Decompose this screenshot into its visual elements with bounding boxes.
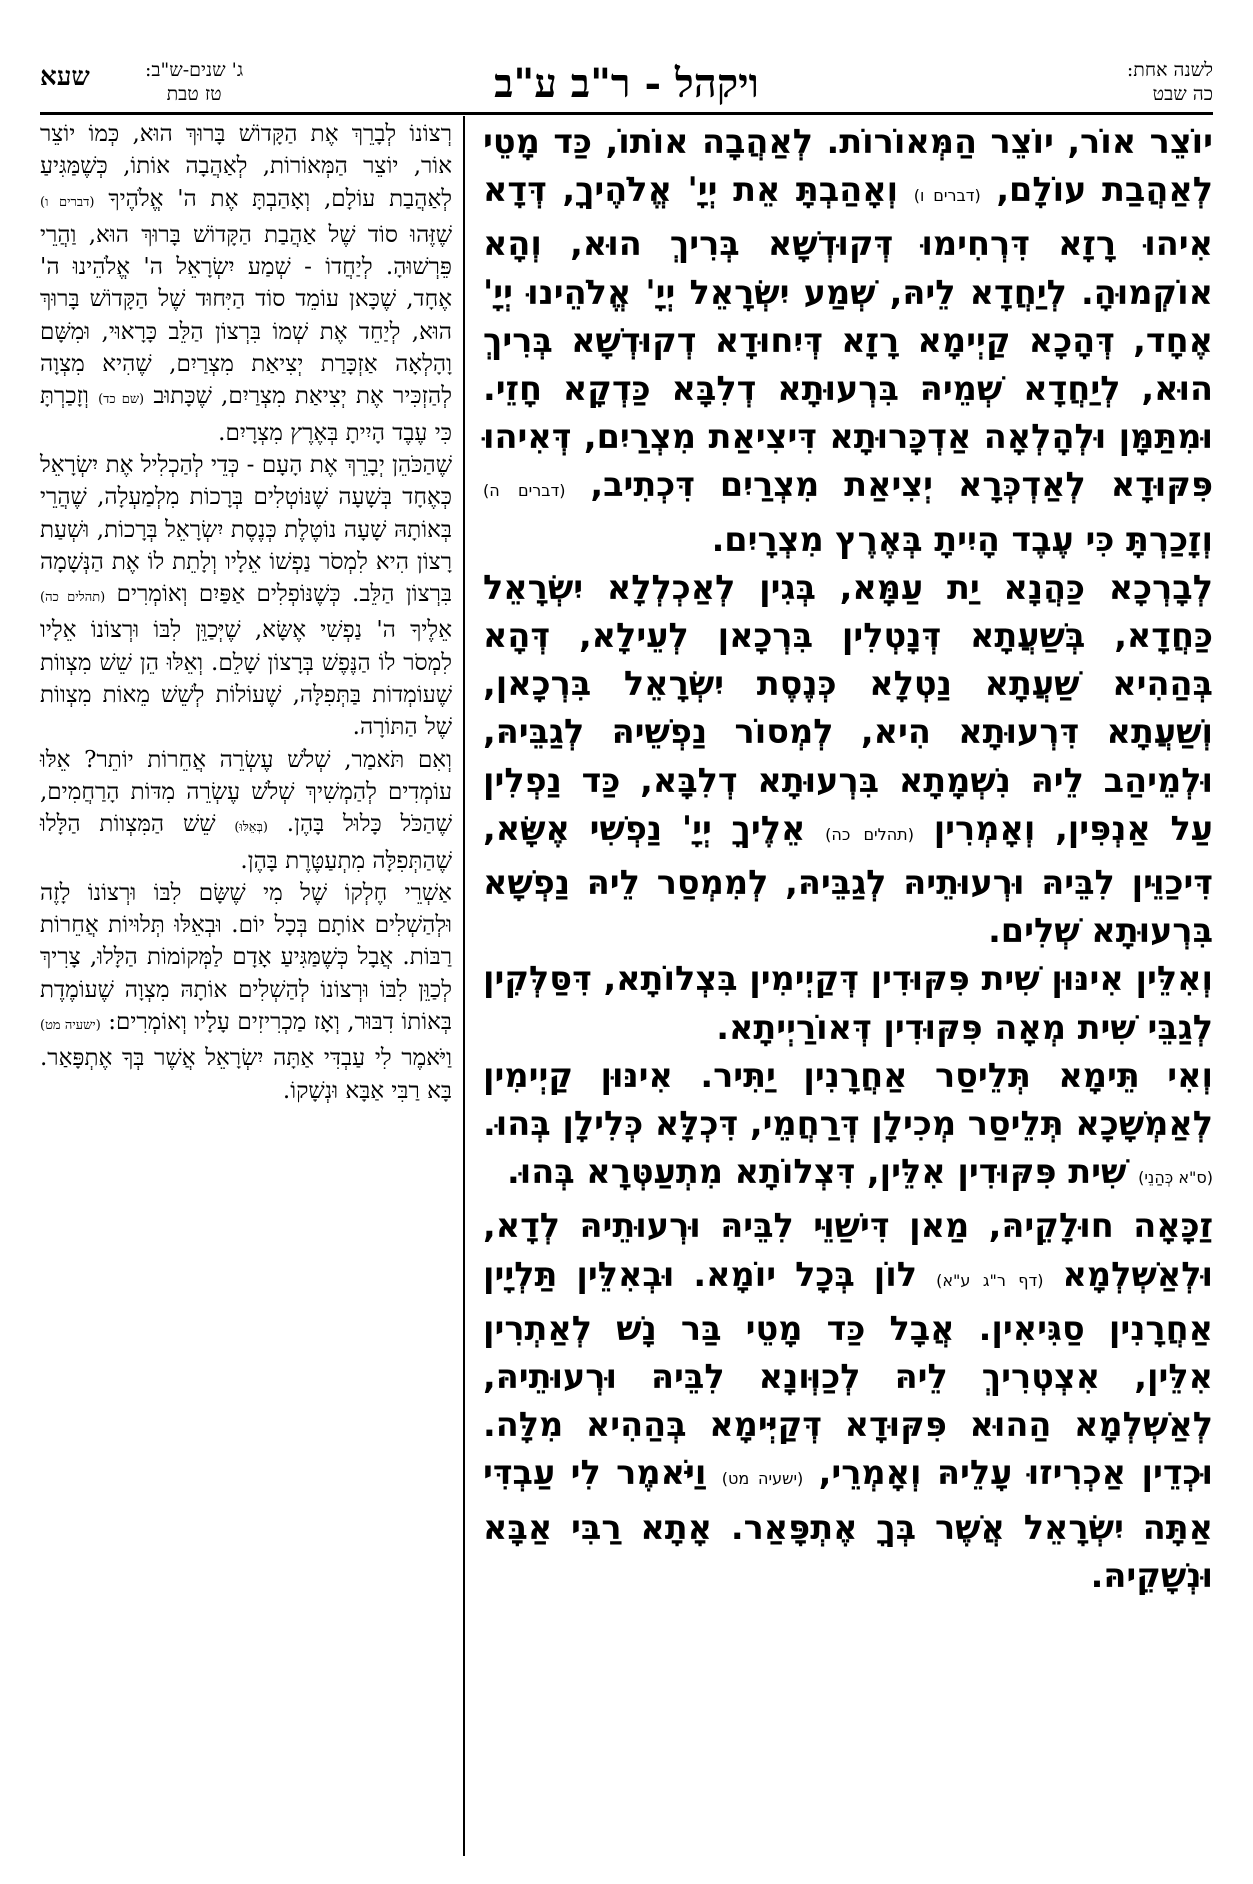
commentary-paragraph <box>40 449 452 744</box>
source-reference: (דברים ה) <box>483 481 566 501</box>
main-paragraph <box>483 118 1213 564</box>
header-three-year-label: ג' שנים-ש"ב: <box>145 59 244 81</box>
column-divider <box>463 116 465 1856</box>
main-text: וְאִלֵּין אִינּוּן שִׁית פִּקּוּדִין דְּקַיְימִין בִּצְלוֹתָא, דִּסַּלְּקִין לְגַבֵּי שִׁית מְאָה פִּקּוּדִין דְּאוֹרַיְיתָא. <box>483 959 1213 1047</box>
main-paragraph <box>483 1052 1213 1203</box>
header-one-year-date: כה שבט <box>1152 83 1213 105</box>
commentary-text: אַשְׁרֵי חֶלְקוֹ שֶׁל מִי שֶׁשָּׂם לִבּוֹ וּרְצוֹנוֹ לָזֶה וּלְהַשְׁלִים אוֹתָם בְּכָל יוֹם. וּבְאֵלּוּ תְּלוּיוֹת אֲחֵרוֹת רַבּוֹת. אֲבָל כְּשֶׁמַּגִּיעַ אָדָם לַמְּקוֹמוֹת הַלָּלוּ, צָרִיךְ לְכַוֵּן לִבּוֹ וּרְצוֹנוֹ לְהַשְׁלִים אוֹתָהּ מִצְוָה שֶׁעוֹמֶדֶת בְּאוֹתוֹ דִבּוּר, וְאָז מַכְרִיזִים עָלָיו וְאוֹמְרִים: <box>40 879 453 1036</box>
main-text: אֵלֶיךָ יְיָ' נַפְשִׁי אֶשָּׂא, דִּיכַוֵּין לִבֵּיהּ וּרְעוּתֵיהּ לְגַבֵּיהּ, לְמִמְסַר לֵיהּ נַפְשָׁא בִּרְעוּתָא שְׁלִים. <box>483 808 1213 951</box>
commentary-column <box>40 118 452 1107</box>
commentary-text: וַיֹּאמֶר לִי עַבְדִּי אַתָּה יִשְׂרָאֵל אֲשֶׁר בְּךָ אֶתְפָּאַר. בָּא רַבִּי אַבָּא וּנְשָׁקוֹ. <box>40 1045 452 1104</box>
main-text-column <box>483 118 1213 1600</box>
source-reference: (דברים ו) <box>40 194 95 210</box>
commentary-paragraph <box>40 744 452 877</box>
header-three-year-date: טז טבת <box>166 83 222 105</box>
source-reference: (בְּאֵלּוּ) <box>234 820 268 836</box>
main-text: וְזָכַרְתָּ כִּי עֶבֶד הָיִיתָ בְּאֶרֶץ מִצְרָיִם. <box>711 519 1213 559</box>
commentary-text: שֵׁשׁ הַמִּצְווֹת הַלָּלוּ שֶׁהַתְּפִלָּה מִתְעַטֶּרֶת בָּהֶן. <box>40 811 452 874</box>
source-reference: (תהלים כה) <box>40 590 106 606</box>
main-text: זַכָּאָה חוּלָקֵיהּ, מַאן דִּישַׁוֵּי לִבֵּיהּ וּרְעוּתֵיהּ לְדָא, וּלְאַשְׁלְמָא <box>483 1206 1214 1294</box>
main-paragraph <box>483 955 1213 1051</box>
main-text: שִׁית פִּקּוּדִין אִלֵּין, דִּצְלוֹתָא מִתְעַטְּרָא בְּהוּ. <box>506 1152 1127 1192</box>
commentary-text: שֶׁזֶּהוּ סוֹד שֶׁל אַהֲבַת הַקָּדוֹשׁ בָּרוּךְ הוּא, וַהֲרֵי פֵּרְשׁוּהָ. לְיַחֲדוֹ - שְׁמַע יִשְׂרָאֵל ה' אֱלֹהֵינוּ ה' אֶחָד, שֶׁכָּאן עוֹמֵד סוֹד הַיִּחוּד שֶׁל הַקָּדוֹשׁ בָּרוּךְ הוּא, לְיַחֵד אֶת שְׁמוֹ בִּרְצוֹן הַלֵּב כָּרָאוּי, וּמִשָּׁם וָהָלְאָה אַזְכָּרַת יְצִיאַת מִצְרַיִם, שֶׁהִיא מִצְוָה לְהַזְכִּיר אֶת יְצִיאַת מִצְרַיִם, שֶׁכָּתוּב <box>40 221 453 410</box>
main-text: לְבָרְכָא כַּהֲנָא יַת עַמָּא, בְּגִין לְאַכְלְלָא יִשְׂרָאֵל כַּחֲדָא, בְּשַׁעֲתָא דְּנָטְלִין בִּרְכָאן לְעֵילָא, דְּהָא בְּהַהִיא שַׁעֲתָא נַטְלָא כְּנֶסֶת יִשְׂרָאֵל בִּרְכָאן, וְשַׁעֲתָא דִּרְעוּתָא הִיא, לְמְסוֹר נַפְשֵׁיהּ לְגַבֵּיהּ, וּלְמֵיהַב לֵיהּ נִשְׁמָתָא בִּרְעוּתָא דְלִבָּא, כַּד נַפְלִין עַל אַנְפִּין, וְאָמְרִין <box>483 567 1214 848</box>
commentary-text: רְצוֹנוֹ לְבָרֵךְ אֶת הַקָּדוֹשׁ בָּרוּךְ הוּא, כְּמוֹ יוֹצֵר אוֹר, יוֹצֵר הַמְּאוֹרוֹת, לְאַהֲבָה אוֹתוֹ, כְּשֶׁמַּגִּיעַ לְאַהֲבַת עוֹלָם, וְאָהַבְתָּ אֶת ה' אֱלֹהֶיךָ <box>40 121 453 212</box>
main-text: וְאִי תֵּימָא תְּלֵיסַר אַחֲרָנִין יַתִּיר. אִינּוּן קַיְימִין לְאַמְשָׁכָא תְּלֵיסַר מְכִילָן דְּרַחֲמֵי, דִּכְלָּא כְּלִילָן בְּהוּ. <box>482 1055 1213 1144</box>
header-rule <box>40 112 1213 115</box>
commentary-paragraph <box>40 877 452 1107</box>
source-reference: (ישעיה מט) <box>40 1018 101 1034</box>
main-paragraph <box>483 1202 1213 1600</box>
commentary-text: שֶׁהַכֹּהֵן יְבָרֵךְ אֶת הָעָם - כְּדֵי לְהַכְלִיל אֶת יִשְׂרָאֵל כְּאֶחָד בְּשָׁעָה שֶׁנּוֹטְלִים בְּרָכוֹת מִלְמַעְלָה, שֶׁהֲרֵי בְּאוֹתָהּ שָׁעָה נוֹטֶלֶת כְּנֶסֶת יִשְׂרָאֵל בְּרָכוֹת, וּשְׁעַת רָצוֹן הִיא לִמְסֹר נַפְשׁוֹ אֵלָיו וְלָתֵת לוֹ אֶת הַנְּשָׁמָה בִּרְצוֹן הַלֵּב. כְּשֶׁנּוֹפְלִים אַפַּיִם וְאוֹמְרִים <box>40 451 453 608</box>
commentary-text: אֵלֶיךָ ה' נַפְשִׁי אֶשָּׂא, שֶׁיְּכַוֵּן לִבּוֹ וּרְצוֹנוֹ אֵלָיו לִמְסֹר לוֹ הַנֶּפֶשׁ בְּרָצוֹן שָׁלֵם. וְאֵלּוּ הֵן שֵׁשׁ מִצְווֹת שֶׁעוֹמְדוֹת בַּתְּפִלָּה, שֶׁעוֹלוֹת לְשֵׁשׁ מֵאוֹת מִצְווֹת שֶׁל הַתּוֹרָה. <box>40 617 452 741</box>
page-title: ויקהל - ר"ב ע"ב <box>494 60 759 107</box>
header-one-year-label: לשנה אחת: <box>1126 59 1213 81</box>
main-text: וַיֹּאמֶר לִי עַבְדִּי אַתָּה יִשְׂרָאֵל אֲשֶׁר בְּךָ אֶתְפָּאַר. אָתָא רַבִּי אַבָּא וּנְשָׁקֵיהּ. <box>483 1453 1213 1595</box>
source-reference: (דברים ו) <box>913 186 981 206</box>
header-left-meta <box>145 58 243 106</box>
page-number: שעא <box>40 62 90 92</box>
source-reference: (תהלים כה) <box>825 824 914 844</box>
commentary-paragraph <box>40 118 452 449</box>
main-text: לוֹן בְּכָל יוֹמָא. וּבְאִלֵּין תַּלְיָין אַחֲרָנִין סַגִּיאִין. אֲבָל כַּד מָטֵי בַּר נָשׁ לְאַתְרִין אִלֵּין, אִצְטְרִיךְ לֵיהּ לְכַוְּונָא לִבֵּיהּ וּרְעוּתֵיהּ, לְאַשְׁלְמָא הַהוּא פִּקּוּדָא דְּקַיְּימָא בְּהַהִיא מִלָּה. וּכְדֵין אַכְרִיזוּ עָלֵיהּ וְאָמְרֵי, <box>483 1254 1213 1493</box>
main-text: וְאָהַבְתָּ אֵת יְיָ' אֱלֹהֶיךָ, דְּדָא אִיהוּ רָזָא דִּרְחִימוּ דְּקוּדְשָׁא בְּרִיךְ הוּא, וְהָא אוֹקְמוּהָ. לְיַחֲדָא לֵיהּ, שְׁמַע יִשְׂרָאֵל יְיָ' אֱלֹהֵינוּ יְיָ' אֶחָד, דְּהָכָא קַיְימָא רָזָא דְּיִחוּדָא דְקוּדְשָׁא בְּרִיךְ הוּא, לְיַחֲדָא שְׁמֵיהּ בִּרְעוּתָא דְלִבָּא כַּדְקָא חָזֵי. וּמִתַּמָּן וּלְהָלְאָה אַדְכָּרוּתָא דִּיצִיאַת מִצְרַיִם, דְּאִיהוּ פִּקּוּדָא לְאַדְכְּרָא יְצִיאַת מִצְרַיִם דִּכְתִיב, <box>483 170 1213 505</box>
source-reference: (דף ר"ג ע"א) <box>936 1270 1044 1290</box>
page-header <box>40 58 1213 114</box>
main-paragraph <box>483 564 1213 956</box>
commentary-text: וְאִם תֹּאמַר, שְׁלֹשׁ עֶשְׂרֵה אֲחֵרוֹת יוֹתֵר? אֵלּוּ עוֹמְדִים לְהַמְשִׁיךְ שְׁלֹשׁ עֶשְׂרֵה מִדּוֹת הָרַחֲמִים, שֶׁהַכֹּל כָּלוּל בָּהֶן. <box>40 746 453 838</box>
main-text: יוֹצֵר אוֹר, יוֹצֵר הַמְּאוֹרוֹת. לְאַהֲבָה אוֹתוֹ, כַּד מָטֵי לְאַהֲבַת עוֹלָם, <box>483 122 1214 210</box>
commentary-text: וְזָכַרְתָּ כִּי עֶבֶד הָיִיתָ בְּאֶרֶץ מִצְרָיִם. <box>40 383 452 446</box>
source-reference: (ישעיה מט) <box>721 1469 804 1489</box>
source-reference: (שם כד) <box>98 392 145 408</box>
source-reference: (ס"א כְּהַנֵי) <box>1138 1168 1213 1188</box>
